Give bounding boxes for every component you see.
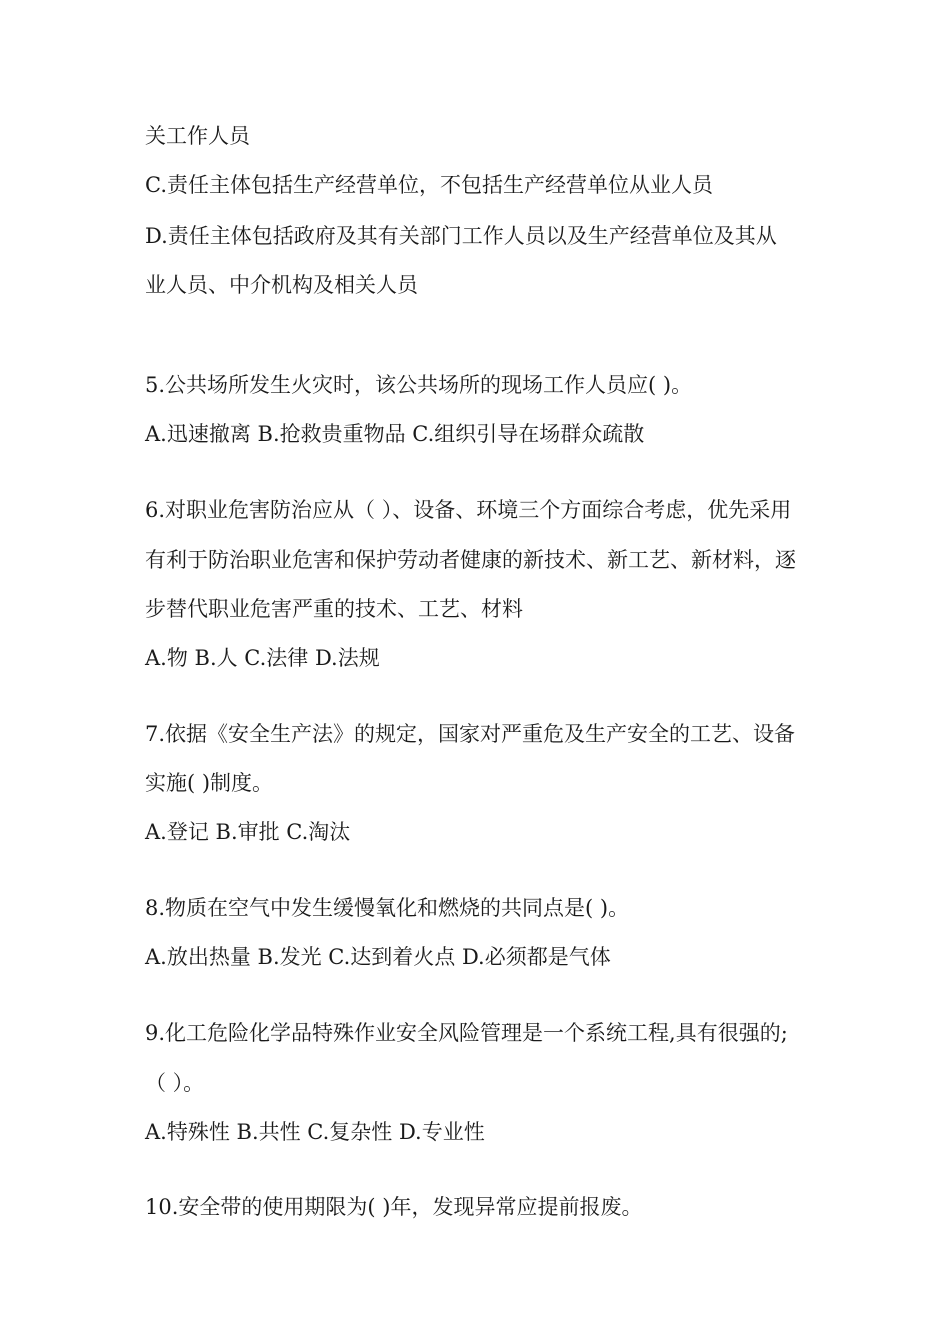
question-7: 7.依据《安全生产法》的规定，国家对严重危及生产安全的工艺、设备	[145, 722, 796, 746]
question-8: 8.物质在空气中发生缓慢氧化和燃烧的共同点是( )。	[145, 896, 630, 920]
question-9-continued: （ ）。	[145, 1071, 205, 1095]
question-6-continued: 有利于防治职业危害和保护劳动者健康的新技术、新工艺、新材料，逐	[145, 548, 796, 572]
question-9: 9.化工危险化学品特殊作业安全风险管理是一个系统工程,具有很强的;	[145, 1021, 788, 1045]
question-6-continued: 步替代职业危害严重的技术、工艺、材料	[145, 597, 523, 621]
text-line: C.责任主体包括生产经营单位，不包括生产经营单位从业人员	[145, 173, 713, 197]
question-6: 6.对职业危害防治应从（ ）、设备、环境三个方面综合考虑，优先采用	[145, 498, 792, 522]
question-9-options: A.特殊性 B.共性 C.复杂性 D.专业性	[145, 1120, 485, 1144]
text-line: D.责任主体包括政府及其有关部门工作人员以及生产经营单位及其从	[145, 224, 777, 248]
question-6-options: A.物 B.人 C.法律 D.法规	[145, 646, 380, 670]
question-7-options: A.登记 B.审批 C.淘汰	[145, 820, 351, 844]
question-5: 5.公共场所发生火灾时，该公共场所的现场工作人员应( )。	[145, 373, 693, 397]
text-line: 关工作人员	[145, 124, 250, 148]
question-10: 10.安全带的使用期限为( )年，发现异常应提前报废。	[145, 1195, 643, 1219]
text-line: 业人员、中介机构及相关人员	[145, 273, 418, 297]
question-5-options: A.迅速撤离 B.抢救贵重物品 C.组织引导在场群众疏散	[145, 422, 645, 446]
question-7-continued: 实施( )制度。	[145, 771, 274, 795]
question-8-options: A.放出热量 B.发光 C.达到着火点 D.必须都是气体	[145, 945, 611, 969]
